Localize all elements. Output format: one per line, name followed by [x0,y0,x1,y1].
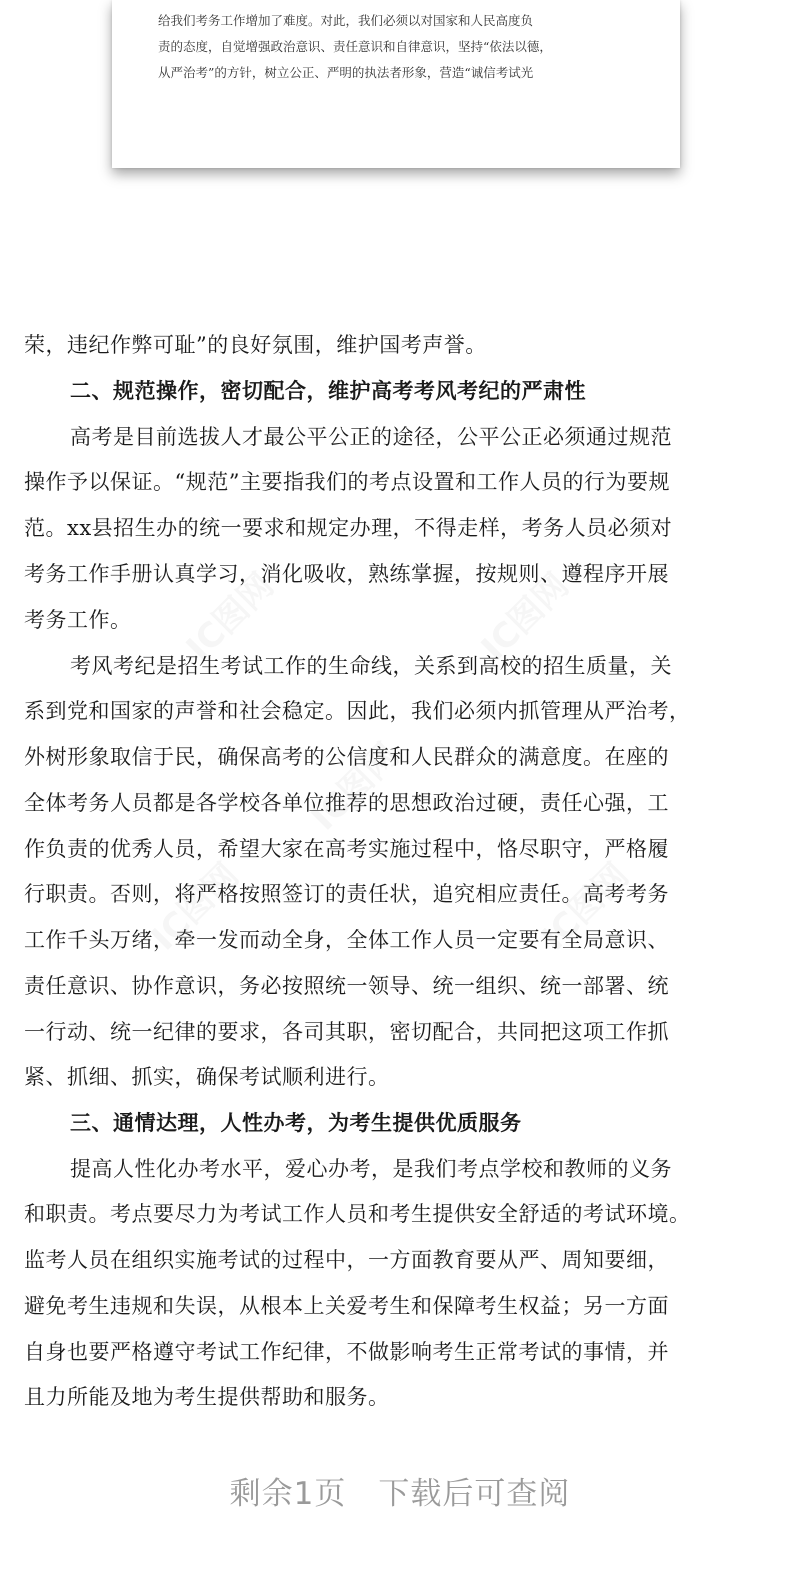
paragraph-line: 工作千头万绪，牵一发而动全身，全体工作人员一定要有全局意识、 [24,928,669,952]
paragraph-line: 荣，违纪作弊可耻”的良好氛围，维护国考声誉。 [24,333,487,357]
paragraph-line: 外树形象取信于民，确保高考的公信度和人民群众的满意度。在座的 [24,745,669,769]
paragraph-line: 考务工作。 [24,608,132,632]
watermark: IC图网 [473,565,577,669]
section-heading: 三、通情达理，人性办考，为考生提供优质服务 [70,1111,522,1135]
preview-line: 责的态度，自觉增强政治意识、责任意识和自律意识，坚持“依法以德， [158,39,552,54]
paragraph-line: 和职责。考点要尽力为考试工作人员和考生提供安全舒适的考试环境。 [24,1202,691,1226]
paragraph-line: 自身也要严格遵守考试工作纪律，不做影响考生正常考试的事情，并 [24,1340,669,1364]
paragraph-line: 系到党和国家的声誉和社会稳定。因此，我们必须内抓管理从严治考， [24,699,691,723]
paragraph-line: 范。xx县招生办的统一要求和规定办理，不得走样，考务人员必须对 [24,516,673,540]
paragraph-line: 责任意识、协作意识，务必按照统一领导、统一组织、统一部署、统 [24,974,669,998]
paragraph-line: 紧、抓细、抓实，确保考试顺利进行。 [24,1065,390,1089]
paragraph-line: 全体考务人员都是各学校各单位推荐的思想政治过硬，责任心强，工 [24,791,669,815]
paragraph-line: 一行动、统一纪律的要求，各司其职，密切配合，共同把这项工作抓 [24,1020,669,1044]
paragraph-line: 行职责。否则，将严格按照签订的责任状，追究相应责任。高考考务 [24,882,669,906]
paragraph-line: 监考人员在组织实施考试的过程中，一方面教育要从严、周知要细， [24,1248,669,1272]
download-to-view-label: 下载后可查阅 [378,1476,571,1512]
preview-line: 给我们考务工作增加了难度。对此，我们必须以对国家和人民高度负 [158,13,534,28]
paragraph-line: 考风考纪是招生考试工作的生命线，关系到高校的招生质量，关 [70,654,672,678]
watermark: IC图网 [178,565,282,669]
watermark: IC图网 [533,855,637,959]
preview-text [158,8,648,86]
page-preview-card [112,0,680,168]
paragraph-line: 高考是目前选拔人才最公平公正的途径，公平公正必须通过规范 [70,425,672,449]
paragraph-line: 操作予以保证。“规范”主要指我们的考点设置和工作人员的行为要规 [24,470,670,494]
remaining-pages-label: 剩余1页 [229,1476,347,1512]
watermark: IC图网 [143,855,247,959]
paragraph-line: 避免考生违规和失误，从根本上关爱考生和保障考生权益；另一方面 [24,1294,669,1318]
paragraph-line: 提高人性化办考水平，爱心办考，是我们考点学校和教师的义务 [70,1157,672,1181]
section-heading: 二、规范操作，密切配合，维护高考考风考纪的严肃性 [70,379,586,403]
paragraph-line: 考务工作手册认真学习，消化吸收，熟练掌握，按规则、遵程序开展 [24,562,669,586]
paragraph-line: 且力所能及地为考生提供帮助和服务。 [24,1385,390,1409]
download-prompt[interactable] [0,1468,800,1513]
preview-line: 从严治考”的方针，树立公正、严明的执法者形象，营造“诚信考试光 [158,65,534,80]
watermark: IC图网 [303,735,407,839]
paragraph-line: 作负责的优秀人员，希望大家在高考实施过程中，恪尽职守，严格履 [24,837,669,861]
